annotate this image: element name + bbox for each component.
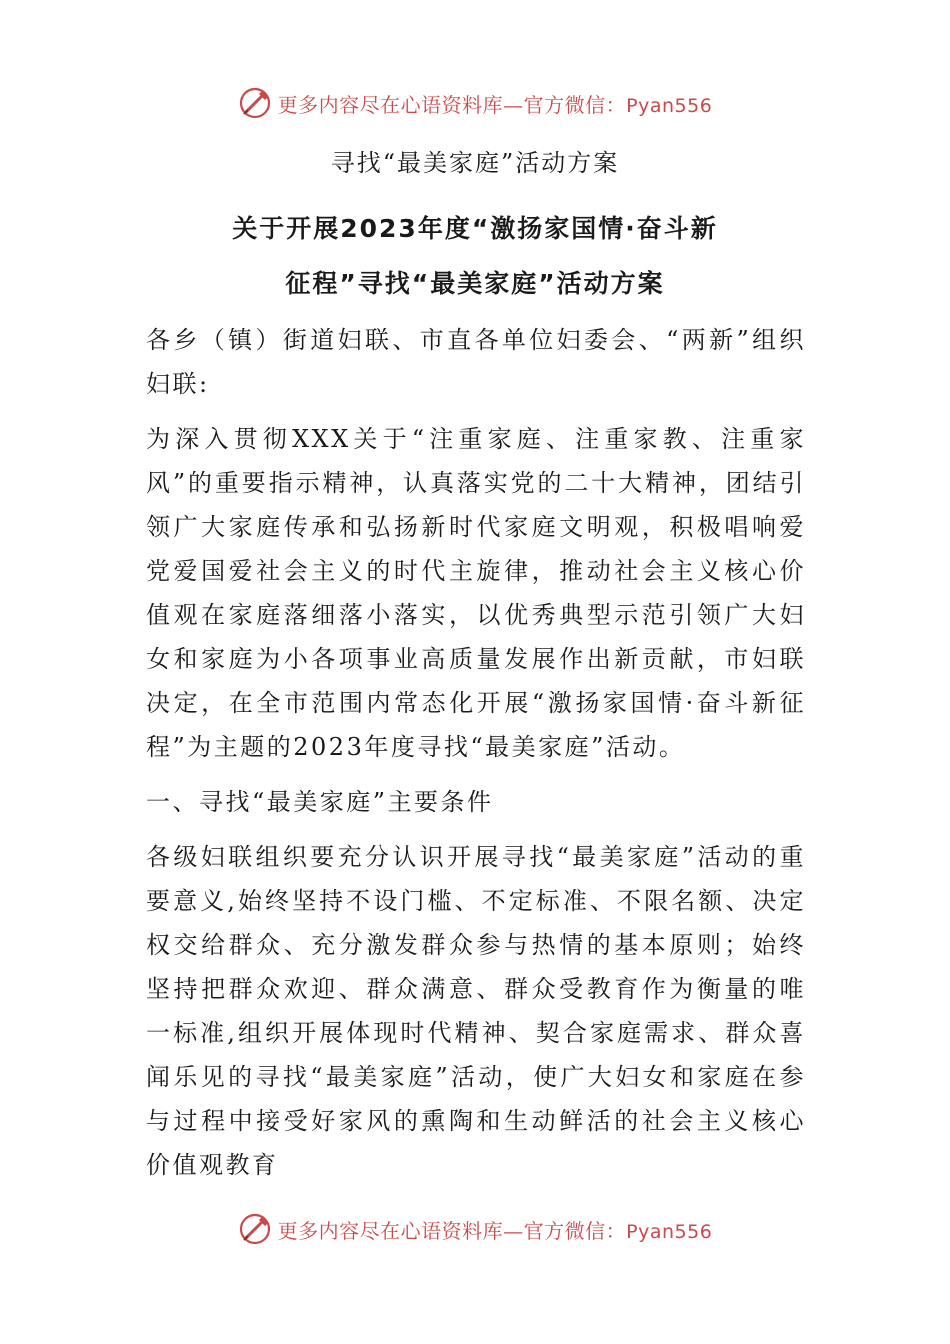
document-subtitle: 寻找“最美家庭”活动方案	[330, 149, 620, 177]
watermark-footer	[0, 1209, 950, 1249]
watermark-text: 更多内容尽在心语资料库—官方微信：Pyan556	[277, 92, 713, 117]
pen-logo-icon	[238, 85, 274, 121]
watermark-text: 更多内容尽在心语资料库—官方微信：Pyan556	[277, 1218, 713, 1243]
document-body	[146, 318, 806, 1198]
watermark-header	[0, 83, 950, 123]
section-1-heading: 一、寻找“最美家庭”主要条件	[146, 788, 494, 816]
section-1-paragraph: 各级妇联组织要充分认识开展寻找“最美家庭”活动的重要意义,始终坚持不设门槛、不定标准、不限名额、决定权交给群众、充分激发群众参与热情的基本原则；始终坚持把群众欢迎、群众满意、群众受教育作为衡量的唯一标准,组织开展体现时代精神、契合家庭需求、群众喜闻乐见的寻找“最美家庭”活动，使广大妇女和家庭在参与过程中接受好家风的熏陶和生动鲜活的社会主义核心价值观教育	[146, 843, 806, 1179]
document-title-line-1: 关于开展2023年度“激扬家国情·奋斗新	[232, 214, 718, 243]
document-title-line-2: 征程”寻找“最美家庭”活动方案	[285, 269, 665, 298]
salutation: 各乡（镇）街道妇联、市直各单位妇委会、“两新”组织妇联:	[146, 326, 806, 398]
pen-logo-icon	[238, 1211, 274, 1247]
intro-paragraph: 为深入贯彻XXX关于“注重家庭、注重家教、注重家风”的重要指示精神，认真落实党的二十大精神，团结引领广大家庭传承和弘扬新时代家庭文明观，积极唱响爱党爱国爱社会主义的时代主旋律，推动社会主义核心价值观在家庭落细落小落实，以优秀典型示范引领广大妇女和家庭为小各项事业高质量发展作出新贡献，市妇联决定，在全市范围内常态化开展“激扬家国情·奋斗新征程”为主题的2023年度寻找“最美家庭”活动。	[146, 425, 806, 761]
